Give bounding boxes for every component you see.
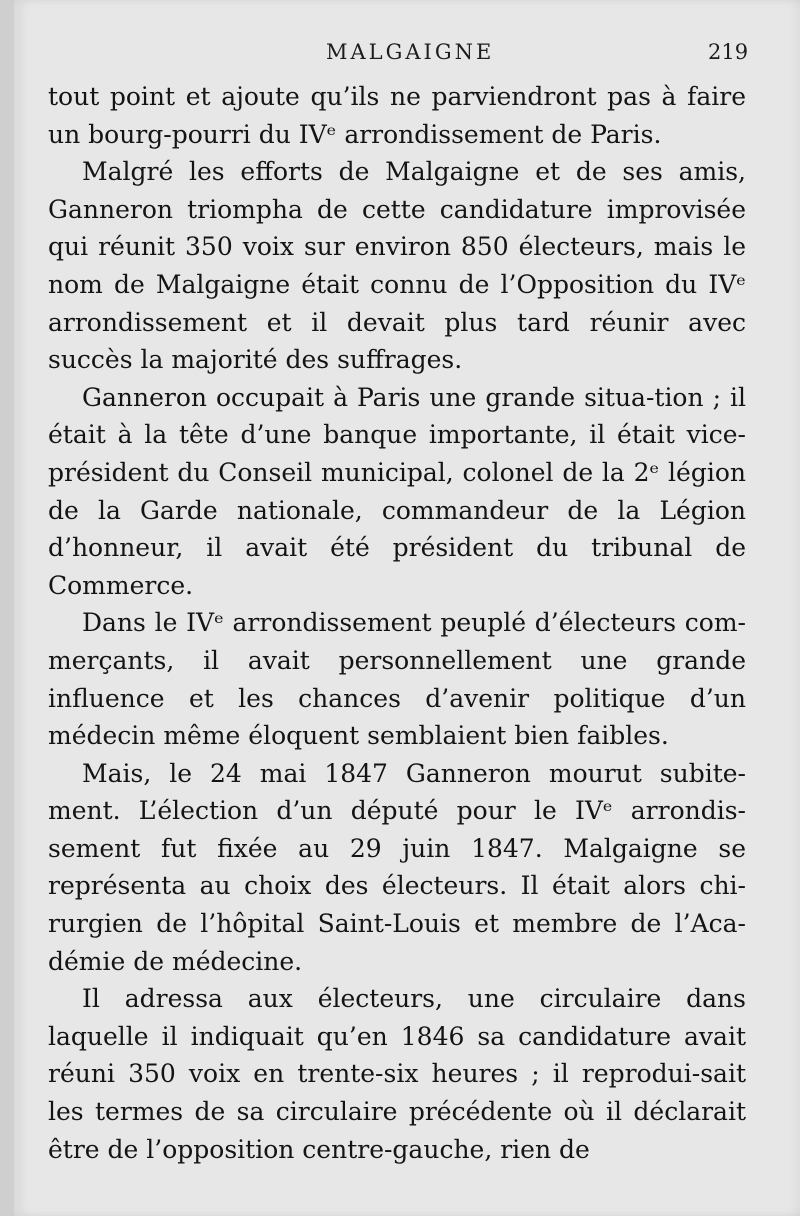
book-page bbox=[14, 0, 800, 1216]
paragraph: Malgré les efforts de Malgaigne et de ses amis, Ganneron triompha de cette candidature improvisée qui réunit 350 voix sur environ 850 électeurs, mais le nom de Malgaigne était connu de l’Opposition du IVᵉ arrondissement et il devait plus tard réunir avec succès la majorité des suffrages. bbox=[48, 157, 746, 375]
paragraph: Mais, le 24 mai 1847 Ganneron mourut subite-ment. L’élection d’un député pour le IVᵉ arrondis-sement fut fixée au 29 juin 1847. Malgaigne se représenta au choix des électeurs. Il était alors chi-rurgien de l’hôpital Saint-Louis et membre de l’Aca-démie de médecine. bbox=[48, 758, 746, 976]
running-head-title: MALGAIGNE bbox=[326, 40, 495, 64]
running-head bbox=[14, 40, 800, 70]
body-text bbox=[48, 78, 746, 1168]
paragraph-continuation: tout point et ajoute qu’ils ne parviendront pas à faire un bourg-pourri du IVᵉ arrondissement de Paris. bbox=[48, 82, 746, 149]
paragraph: Il adressa aux électeurs, une circulaire dans laquelle il indiquait qu’en 1846 sa candidature avait réuni 350 voix en trente-six heures ; il reprodui-sait les termes de sa circulaire précédente où il déclarait être de l’opposition centre-gauche, rien de bbox=[48, 984, 746, 1164]
page-number: 219 bbox=[708, 40, 749, 64]
paragraph: Dans le IVᵉ arrondissement peuplé d’électeurs com-merçants, il avait personnellement une grande influence et les chances d’avenir politique d’un médecin même éloquent semblaient bien faibles. bbox=[48, 608, 746, 751]
paragraph: Ganneron occupait à Paris une grande situa-tion ; il était à la tête d’une banque importante, il était vice-président du Conseil municipal, colonel de la 2ᵉ légion de la Garde nationale, commandeur de la Légion d’honneur, il avait été président du tribunal de Commerce. bbox=[48, 382, 746, 600]
